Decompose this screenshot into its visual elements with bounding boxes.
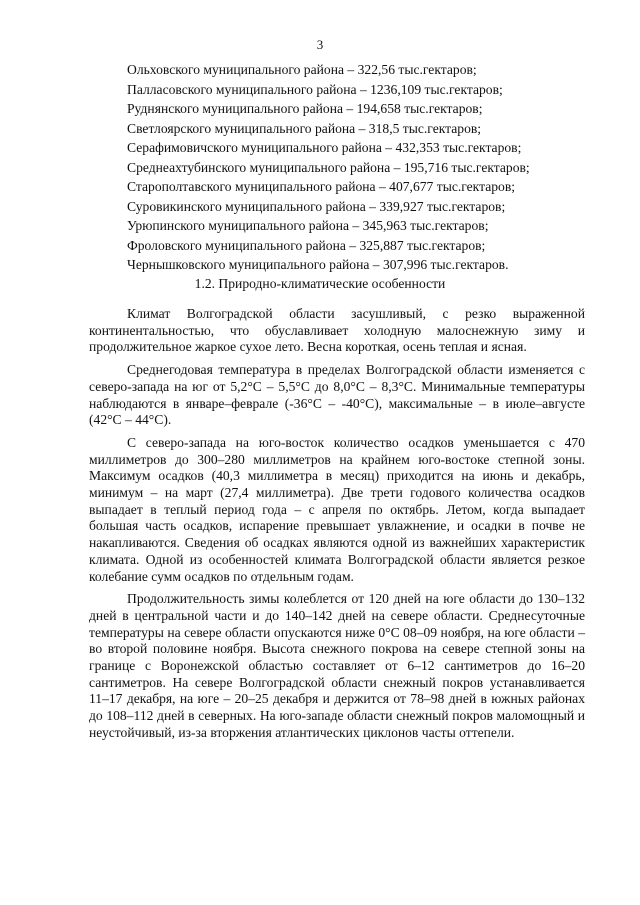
list-item: Чернышковского муниципального района – 307,996 тыс.гектаров. bbox=[127, 257, 509, 272]
list-item: Ольховского муниципального района – 322,56 тыс.гектаров; bbox=[127, 62, 477, 77]
list-item: Серафимовичского муниципального района – 432,353 тыс.гектаров; bbox=[127, 140, 522, 155]
list-item: Старополтавского муниципального района – 407,677 тыс.гектаров; bbox=[127, 179, 516, 194]
list-item: Среднеахтубинского муниципального района – 195,716 тыс.гектаров; bbox=[127, 159, 530, 175]
paragraph-temperature: Среднегодовая температура в пределах Волгоградской области изменяется с северо-запада на юг от 5,2°С – 5,5°С до 8,0°С – 8,3°С. Минимальные температуры наблюдаются в январе–феврале (-36°С – -40°С), максимальные – в июле–августе (42°С – 44°С). bbox=[89, 362, 585, 428]
district-area-list bbox=[127, 60, 597, 275]
paragraph-climate: Климат Волгоградской области засушливый, с резко выраженной континентальностью, что обуславливает холодную малоснежную зиму и продолжительное жаркое сухое лето. Весна короткая, осень теплая и ясная. bbox=[89, 306, 585, 355]
section-heading: 1.2. Природно-климатические особенности bbox=[194, 276, 446, 291]
list-item: Светлоярского муниципального района – 318,5 тыс.гектаров; bbox=[127, 120, 482, 136]
list-item: Суровикинского муниципального района – 339,927 тыс.гектаров; bbox=[127, 198, 506, 214]
list-item: Фроловского муниципального района – 325,887 тыс.гектаров; bbox=[127, 237, 486, 253]
list-item: Руднянского муниципального района – 194,658 тыс.гектаров; bbox=[127, 101, 483, 116]
paragraph-winter: Продолжительность зимы колеблется от 120 дней на юге области до 130–132 дней в центральной части и до 140–142 дней на севере области. Среднесуточные температуры на севере области опускаются ниже 0°С 08–09 ноября, на юге области – во второй половине ноября. Высота снежного покрова на севере степной зоны на границе с Воронежской областью составляет от 6–12 сантиметров до 16–20 сантиметров. На севере Волгоградской области снежный покров устанавливается 11–17 декабря, на юге – 20–25 декабря и держится от 78–98 дней в южных районах до 108–112 дней в северных. На юго-западе области снежный покров маломощный и неустойчивый, из-за вторжения атлантических циклонов часты оттепели. bbox=[89, 591, 585, 740]
list-item: Палласовского муниципального района – 1236,109 тыс.гектаров; bbox=[127, 81, 503, 97]
page-number: 3 bbox=[316, 37, 324, 52]
list-item: Урюпинского муниципального района – 345,963 тыс.гектаров; bbox=[127, 218, 489, 233]
body-text bbox=[89, 306, 585, 748]
paragraph-precipitation: С северо-запада на юго-восток количество осадков уменьшается с 470 миллиметров до 300–280 миллиметров на крайнем юго-востоке степной зоны. Максимум осадков (40,3 миллиметра в месяц) приходится на июнь и декабрь, минимум – на март (27,4 миллиметра). Две трети годового количества осадков выпадает в теплый период года – с апреля по октябрь. Летом, когда выпадает большая часть осадков, испарение превышает увлажнение, и осадки в почве не накапливаются. Сведения об осадках являются одной из важнейших характеристик климата. Одной из особенностей климата Волгоградской области является резкое колебание сумм осадков по отдельным годам. bbox=[89, 434, 585, 584]
